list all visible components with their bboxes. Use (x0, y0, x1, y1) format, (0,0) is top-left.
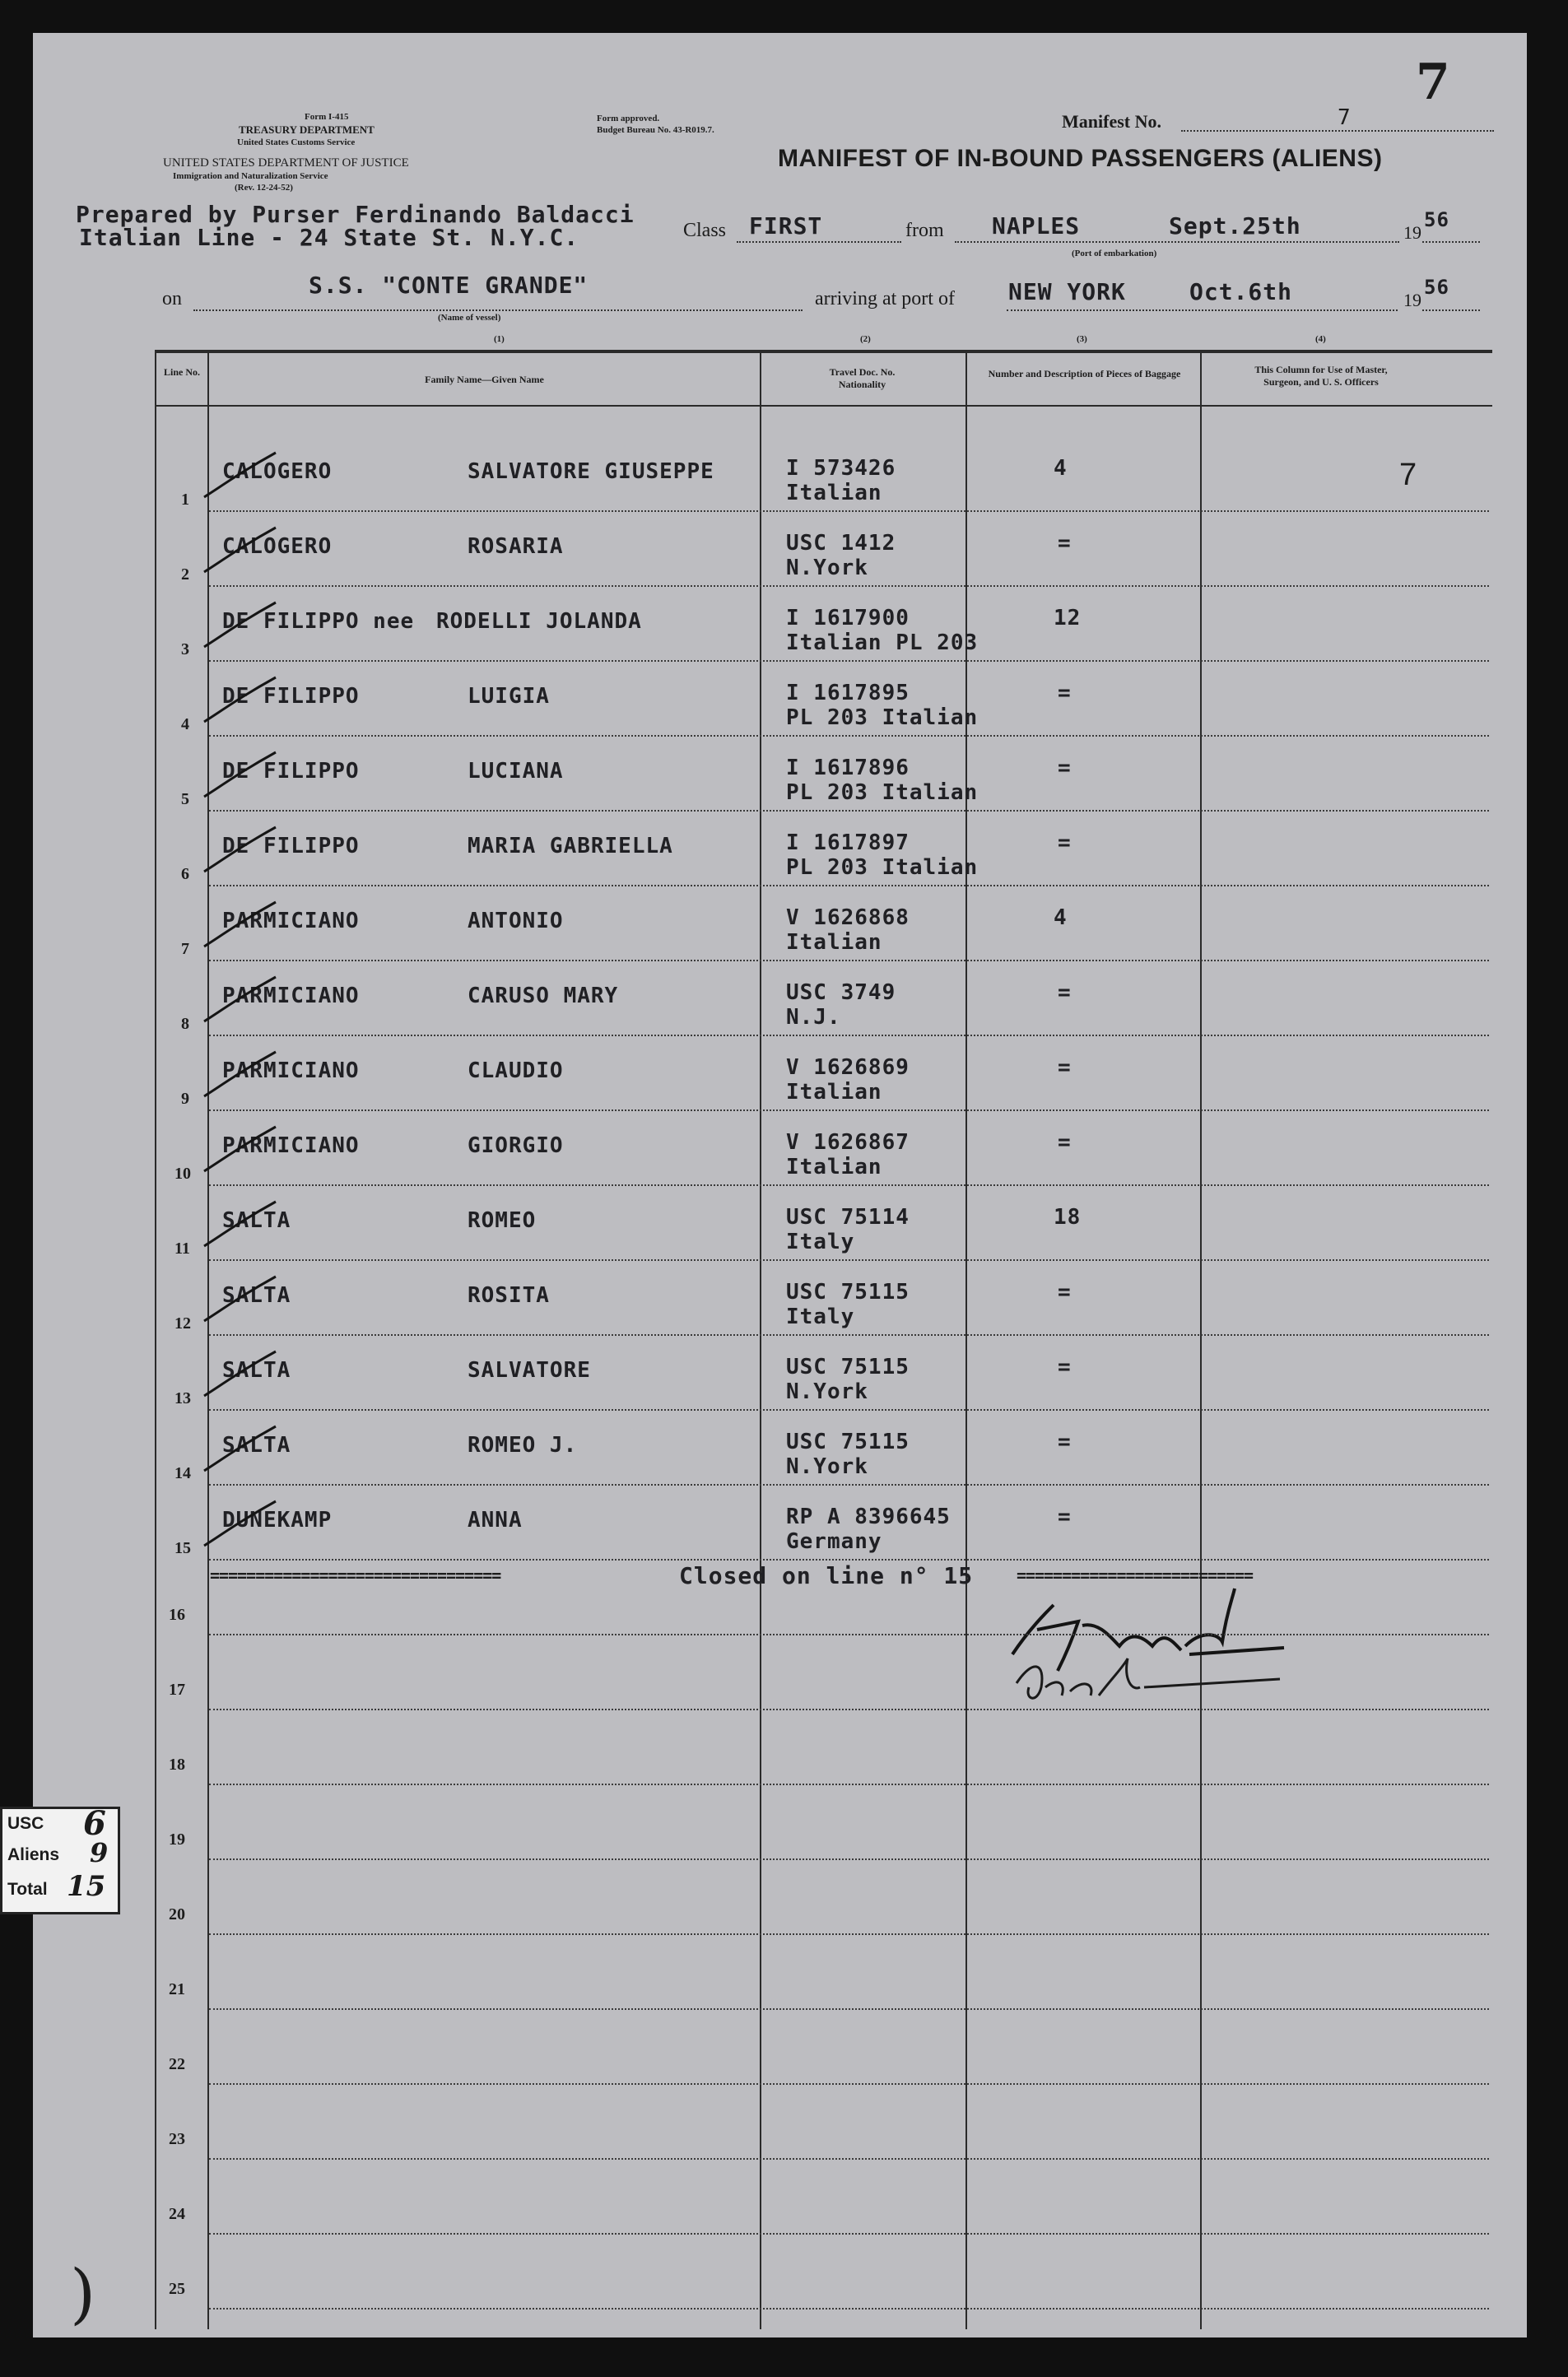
given-name: GIORGIO (468, 1133, 564, 1158)
line-number: 12 (174, 1314, 191, 1333)
table-top-border (155, 350, 1492, 353)
line-number: 7 (181, 940, 189, 958)
nationality: Germany (786, 1529, 882, 1554)
row-divider (209, 734, 1489, 737)
customs-service: United States Customs Service (237, 137, 356, 147)
check-mark-icon (198, 895, 288, 961)
row-divider (209, 1558, 1489, 1561)
check-mark-icon (198, 746, 288, 812)
baggage-count: = (1058, 1355, 1072, 1379)
year-2: 56 (1424, 276, 1449, 299)
travel-doc-number: I 1617896 (786, 756, 910, 780)
line-number: 3 (181, 640, 189, 658)
col-num-3: (3) (1077, 334, 1087, 344)
travel-doc-number: V 1626869 (786, 1055, 910, 1080)
tally-usc-value: 6 (83, 1804, 106, 1843)
row-divider (209, 1333, 1489, 1336)
given-name: SALVATORE (468, 1358, 591, 1383)
year-line-1 (1422, 241, 1480, 243)
nationality: N.York (786, 1454, 868, 1479)
family-name: PARMICIANO (222, 909, 360, 933)
baggage-count: = (1058, 531, 1072, 556)
given-name: CARUSO MARY (468, 984, 619, 1008)
year-1: 56 (1424, 208, 1449, 231)
manifest-label: Manifest No. (1062, 111, 1161, 132)
tally-aliens-label: Aliens (7, 1845, 60, 1864)
treasury-department: TREASURY DEPARTMENT (239, 123, 375, 136)
line-number: 24 (169, 2205, 185, 2223)
col-num-1: (1) (494, 334, 505, 344)
row-divider (209, 2157, 1489, 2160)
manifest-no-line (1181, 130, 1494, 132)
given-name: ROMEO (468, 1208, 537, 1233)
page-title: MANIFEST OF IN-BOUND PASSENGERS (ALIENS) (778, 145, 1383, 172)
given-name: SALVATORE GIUSEPPE (468, 459, 714, 484)
department-of-justice: UNITED STATES DEPARTMENT OF JUSTICE (163, 156, 409, 170)
row-divider (209, 1708, 1489, 1710)
baggage-count: = (1058, 1430, 1072, 1454)
row-divider (209, 2232, 1489, 2235)
nationality: Italy (786, 1305, 855, 1329)
nationality: PL 203 Italian (786, 855, 979, 880)
col-header-travel-doc: Travel Doc. No. Nationality (829, 366, 896, 390)
revision-date: (Rev. 12-24-52) (235, 183, 293, 193)
year-prefix-1: 19 (1403, 222, 1421, 243)
check-mark-icon (198, 671, 288, 737)
nationality: Italian (786, 1155, 882, 1179)
line-number: 9 (181, 1090, 189, 1108)
family-name: SALTA (222, 1283, 291, 1308)
line-number: 22 (169, 2055, 185, 2073)
arrival-line (1007, 309, 1398, 311)
check-mark-icon (198, 1120, 288, 1186)
travel-doc-number: USC 75114 (786, 1205, 910, 1230)
row-divider (209, 1933, 1489, 1935)
travel-doc-number: V 1626868 (786, 905, 910, 930)
row-divider (209, 2307, 1489, 2310)
vessel-line (193, 309, 803, 311)
col-divider-2 (760, 350, 761, 2329)
budget-bureau: Budget Bureau No. 43-R019.7. (597, 125, 714, 135)
line-number: 14 (174, 1464, 191, 1482)
given-name: ROSITA (468, 1283, 550, 1308)
family-name: PARMICIANO (222, 984, 360, 1008)
travel-doc-number: I 1617897 (786, 830, 910, 855)
given-name: ROSARIA (468, 534, 564, 559)
line-number: 16 (169, 1606, 185, 1624)
closed-dashes-left: ================================ (210, 1565, 501, 1585)
nationality: Italian (786, 1080, 882, 1105)
row-divider (209, 959, 1489, 961)
family-name: DE FILIPPO (222, 834, 360, 858)
tally-usc-label: USC (7, 1814, 44, 1833)
check-mark-icon (198, 821, 288, 886)
baggage-count: = (1058, 756, 1072, 780)
nationality: N.York (786, 556, 868, 580)
given-name: MARIA GABRIELLA (468, 834, 673, 858)
baggage-count: = (1058, 1130, 1072, 1155)
row-divider (209, 1483, 1489, 1486)
port-embark-caption: (Port of embarkation) (1072, 249, 1157, 258)
family-name: DE FILIPPO (222, 684, 360, 709)
margin-mark: ) (70, 2255, 96, 2332)
prepared-by: Prepared by Purser Ferdinando Baldacci (76, 201, 635, 228)
col-header-officers: This Column for Use of Master, Surgeon, and U. S. Officers (1254, 364, 1388, 388)
table-left-border (155, 350, 156, 2329)
row-divider (209, 1184, 1489, 1186)
check-mark-icon (198, 1045, 288, 1111)
family-name: SALTA (222, 1358, 291, 1383)
form-number: Form I-415 (305, 112, 349, 122)
nationality: Italian (786, 481, 882, 505)
immigration-service: Immigration and Naturalization Service (173, 171, 328, 181)
check-mark-icon (198, 1420, 288, 1486)
row-divider (209, 659, 1489, 662)
table-header-border (155, 405, 1492, 407)
nationality: PL 203 Italian (786, 780, 979, 805)
nationality: N.York (786, 1379, 868, 1404)
given-name: ROMEO J. (468, 1433, 578, 1458)
vessel-name: S.S. "CONTE GRANDE" (309, 272, 589, 299)
line-number: 5 (181, 790, 189, 808)
row-divider (209, 1109, 1489, 1111)
baggage-count: = (1058, 1055, 1072, 1080)
baggage-count: = (1058, 1505, 1072, 1529)
line-number: 10 (174, 1165, 191, 1183)
check-mark-icon (198, 970, 288, 1036)
check-mark-icon (198, 521, 288, 587)
col-header-baggage: Number and Description of Pieces of Baggage (988, 368, 1181, 379)
travel-doc-number: USC 75115 (786, 1355, 910, 1379)
line-number: 13 (174, 1389, 191, 1407)
row-divider (209, 1258, 1489, 1261)
row-divider (209, 1633, 1489, 1635)
row-divider (209, 809, 1489, 812)
from-line (955, 241, 1399, 243)
travel-doc-number: USC 75115 (786, 1430, 910, 1454)
from-label: from (905, 220, 944, 241)
line-number: 4 (181, 715, 189, 733)
line-number: 19 (169, 1830, 185, 1849)
arriving-label: arriving at port of (815, 288, 955, 309)
nationality: Italy (786, 1230, 855, 1254)
family-name: PARMICIANO (222, 1133, 360, 1158)
check-mark-icon (198, 1495, 288, 1561)
nationality: PL 203 Italian (786, 705, 979, 730)
col-header-name: Family Name—Given Name (425, 374, 544, 385)
family-name: PARMICIANO (222, 1058, 360, 1083)
baggage-count: = (1058, 681, 1072, 705)
given-name: LUIGIA (468, 684, 550, 709)
port-of-arrival: NEW YORK (1008, 278, 1126, 305)
travel-doc-number: USC 1412 (786, 531, 896, 556)
col-divider-4 (1200, 350, 1202, 2329)
class-line (737, 241, 901, 243)
col-header-line-no: Line No. (163, 366, 200, 378)
line-number: 8 (181, 1015, 189, 1033)
on-label: on (162, 288, 182, 309)
line-number: 2 (181, 565, 189, 584)
port-of-embarkation: NAPLES (992, 212, 1081, 240)
family-name: SALTA (222, 1433, 291, 1458)
family-name: SALTA (222, 1208, 291, 1233)
family-name: DE FILIPPO (222, 759, 360, 784)
year-line-2 (1422, 309, 1480, 311)
travel-doc-number: I 1617900 (786, 606, 910, 630)
manifest-number: 7 (1338, 105, 1351, 130)
line-number: 18 (169, 1756, 185, 1774)
check-mark-icon (198, 1270, 288, 1336)
line-number: 6 (181, 865, 189, 883)
given-name: ANTONIO (468, 909, 564, 933)
nationality: Italian (786, 930, 882, 955)
row-divider (209, 884, 1489, 886)
line-number: 20 (169, 1905, 185, 1923)
family-name: DUNEKAMP (222, 1508, 333, 1533)
manifest-sheet (33, 33, 1527, 2337)
class-label: Class (683, 220, 727, 241)
check-mark-icon (198, 596, 288, 662)
line-number: 17 (169, 1681, 185, 1699)
row-divider (209, 1783, 1489, 1785)
form-approved: Form approved. (597, 114, 660, 123)
line-address: Italian Line - 24 State St. N.Y.C. (79, 224, 579, 251)
row-divider (209, 2007, 1489, 2010)
arrival-date: Oct.6th (1189, 278, 1293, 305)
tally-total-label: Total (7, 1880, 48, 1899)
row-divider (209, 584, 1489, 587)
officer-mark: 7 (1399, 458, 1417, 492)
travel-doc-number: V 1626867 (786, 1130, 910, 1155)
given-name: LUCIANA (468, 759, 564, 784)
check-mark-icon (198, 1345, 288, 1411)
line-number: 11 (174, 1240, 190, 1258)
given-name: ANNA (468, 1508, 523, 1533)
family-name: CALOGERO (222, 534, 333, 559)
travel-doc-number: I 573426 (786, 456, 896, 481)
given-name: RODELLI JOLANDA (436, 609, 642, 634)
given-name: CLAUDIO (468, 1058, 564, 1083)
row-divider (209, 2082, 1489, 2085)
travel-doc-number: USC 3749 (786, 980, 896, 1005)
row-divider (209, 1408, 1489, 1411)
tally-box (0, 1804, 120, 1914)
travel-doc-number: USC 75115 (786, 1280, 910, 1305)
line-number: 21 (169, 1980, 185, 1998)
travel-doc-number: I 1617895 (786, 681, 910, 705)
family-name: DE FILIPPO nee (222, 609, 415, 634)
corner-page-number: 7 (1416, 53, 1450, 111)
closed-dashes-right: ========================== (1017, 1565, 1254, 1585)
baggage-count: = (1058, 1280, 1072, 1305)
baggage-count: 18 (1054, 1205, 1082, 1230)
tally-aliens-value: 9 (90, 1837, 109, 1868)
col-num-4: (4) (1315, 334, 1326, 344)
line-number: 1 (181, 491, 189, 509)
baggage-count: 4 (1054, 905, 1068, 930)
officer-signature (955, 1580, 1300, 1712)
line-number: 25 (169, 2280, 185, 2298)
baggage-count: = (1058, 830, 1072, 855)
class-value: FIRST (749, 212, 823, 240)
baggage-count: 4 (1054, 456, 1068, 481)
closed-note: Closed on line n° 15 (679, 1562, 974, 1589)
embarkation-date: Sept.25th (1169, 212, 1301, 240)
tally-total-value: 15 (67, 1870, 106, 1903)
line-number: 15 (174, 1539, 191, 1557)
line-number: 23 (169, 2130, 185, 2148)
travel-doc-number: RP A 8396645 (786, 1505, 951, 1529)
row-divider (209, 1034, 1489, 1036)
row-divider (209, 1858, 1489, 1860)
nationality: Italian PL 203 (786, 630, 979, 655)
nationality: N.J. (786, 1005, 841, 1030)
baggage-count: 12 (1054, 606, 1082, 630)
col-num-2: (2) (860, 334, 871, 344)
baggage-count: = (1058, 980, 1072, 1005)
vessel-caption: (Name of vessel) (438, 313, 501, 323)
row-divider (209, 509, 1489, 512)
check-mark-icon (198, 1195, 288, 1261)
check-mark-icon (198, 446, 288, 512)
year-prefix-2: 19 (1403, 290, 1421, 310)
family-name: CALOGERO (222, 459, 333, 484)
